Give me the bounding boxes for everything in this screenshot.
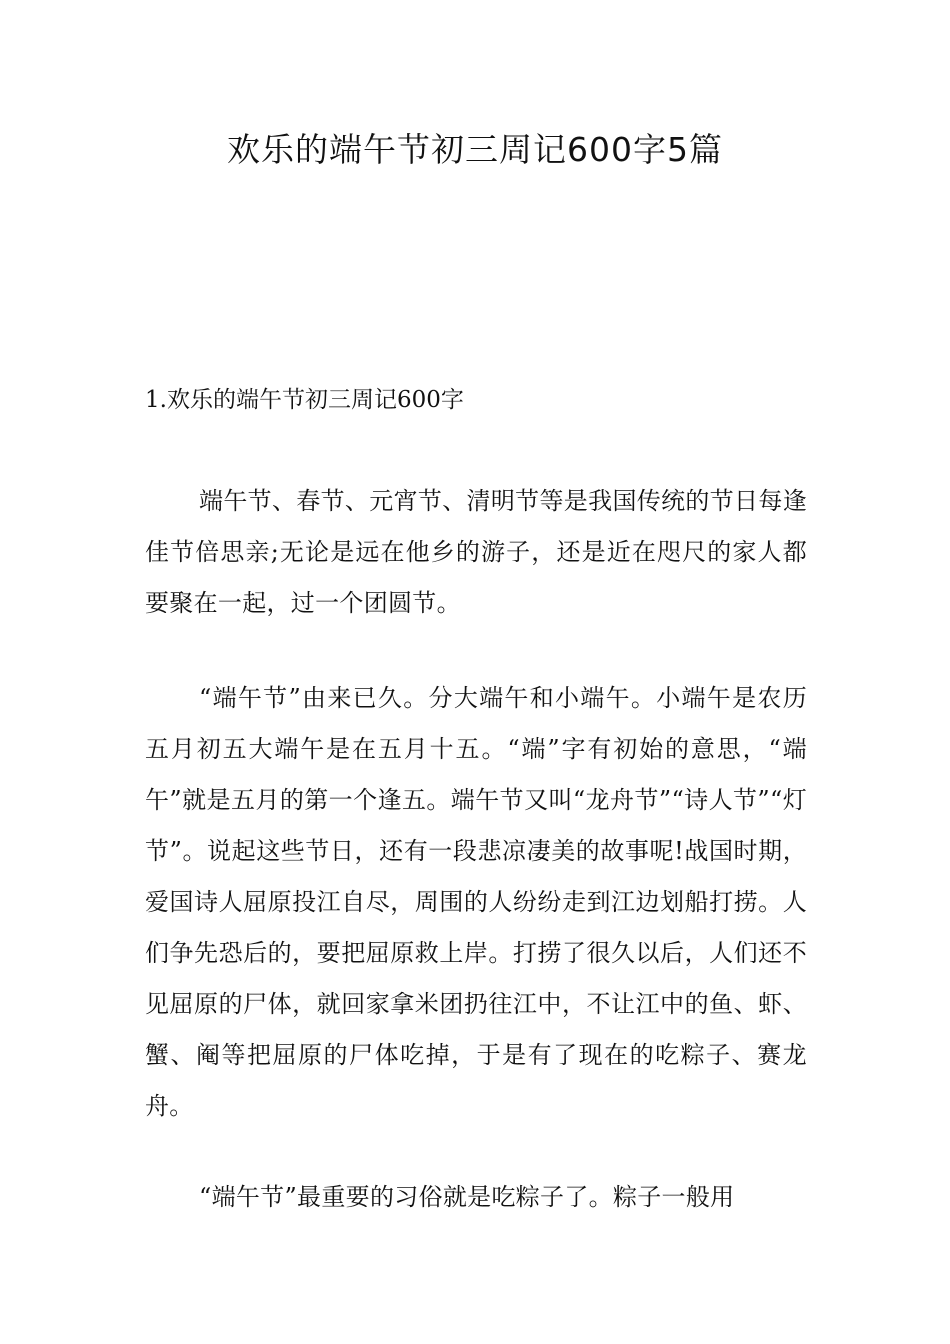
paragraph-3: “端午节”最重要的习俗就是吃粽子了。粽子一般用 <box>199 1183 735 1211</box>
document-title: 欢乐的端午节初三周记600字5篇 <box>227 130 723 169</box>
section-heading: 1.欢乐的端午节初三周记600字 <box>145 387 464 413</box>
paragraph-2: “端午节”由来已久。分大端午和小端午。小端午是农历五月初五大端午是在五月十五。“端”字有初始的意思，“端午”就是五月的第一个逢五。端午节又叫“龙舟节”“诗人节”“灯节”。说起这些节日，还有一段悲凉凄美的故事呢!战国时期，爱国诗人屈原投江自尽，周围的人纷纷走到江边划船打捞。人们争先恐后的，要把屈原救上岸。打捞了很久以后，人们还不见屈原的尸体，就回家拿米团扔往江中，不让江中的鱼、虾、蟹、阉等把屈原的尸体吃掉，于是有了现在的吃粽子、赛龙舟。 <box>145 684 807 1120</box>
paragraph-1: 端午节、春节、元宵节、清明节等是我国传统的节日每逢佳节倍思亲;无论是远在他乡的游子，还是近在咫尺的家人都要聚在一起，过一个团圆节。 <box>145 487 807 617</box>
